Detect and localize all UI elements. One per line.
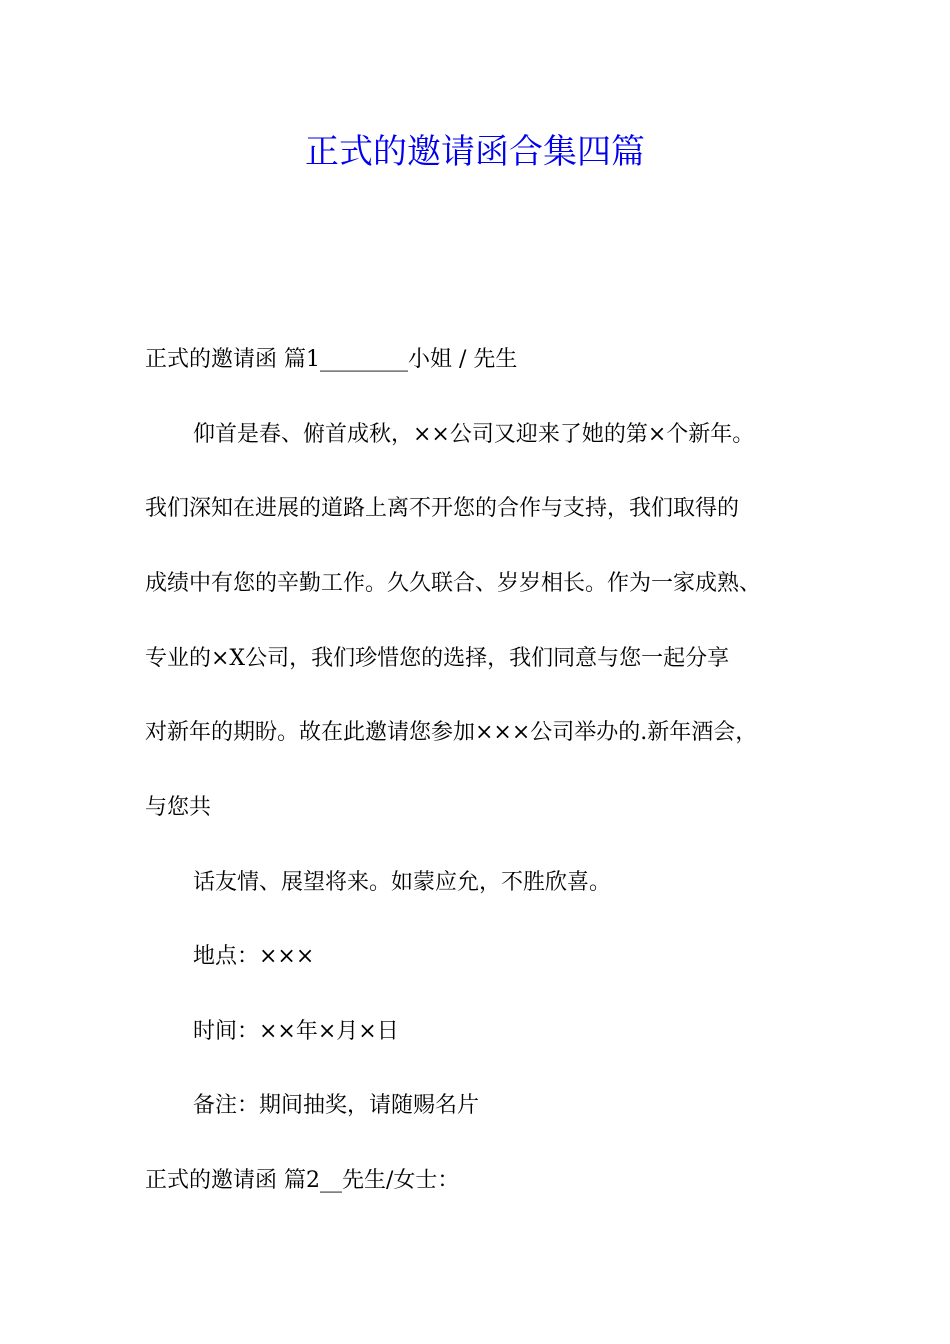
- note-line: 备注：期间抽奖，请随赐名片: [193, 1093, 480, 1118]
- time-line: 时间：××年×月×日: [193, 1019, 399, 1044]
- paragraph-line: 我们深知在进展的道路上离不开您的合作与支持，我们取得的: [145, 496, 740, 521]
- section-heading-1: 正式的邀请函 篇1________小姐 / 先生: [145, 347, 518, 372]
- paragraph-line: 对新年的期盼。故在此邀请您参加×××公司举办的.新年酒会，: [145, 720, 758, 745]
- paragraph-line: 话友情、展望将来。如蒙应允，不胜欣喜。: [193, 870, 612, 895]
- paragraph-line: 成绩中有您的辛勤工作。久久联合、岁岁相长。作为一家成熟、: [145, 571, 762, 596]
- document-title: 正式的邀请函合集四篇: [305, 132, 645, 172]
- location-line: 地点：×××: [193, 944, 315, 969]
- paragraph-line: 仰首是春、俯首成秋，××公司又迎来了她的第×个新年。: [193, 422, 755, 447]
- paragraph-line: 专业的×X公司，我们珍惜您的选择，我们同意与您一起分享: [145, 646, 730, 671]
- section-heading-2: 正式的邀请函 篇2__先生/女士：: [145, 1168, 460, 1193]
- paragraph-line: 与您共: [145, 795, 212, 820]
